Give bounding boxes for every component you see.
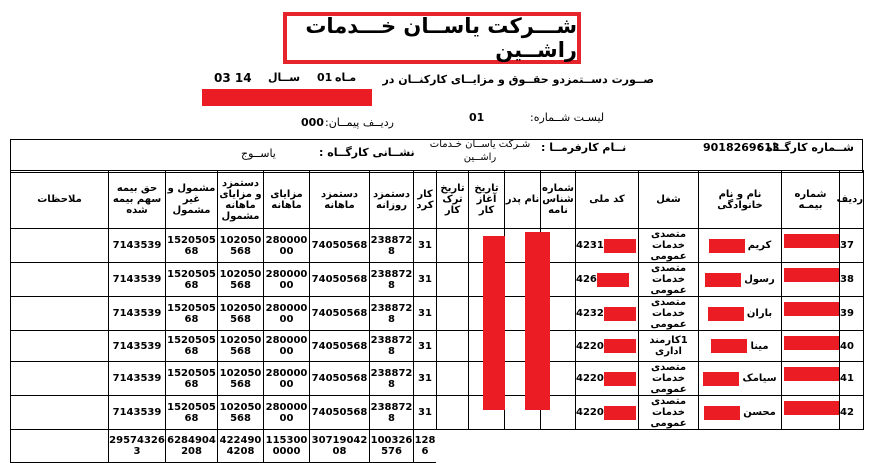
cell-totalcovered: 152050568 xyxy=(166,362,218,396)
address-value: یاســوج xyxy=(241,147,276,160)
table-row xyxy=(11,362,864,396)
cell-row: 41 xyxy=(840,362,864,396)
total-empty-cell xyxy=(699,430,782,463)
cell-monthlybenefits: 28000000 xyxy=(264,331,310,362)
table-row xyxy=(11,297,864,331)
cell-job: متصدی خدمات عمومی xyxy=(639,297,699,331)
cell-dailywage: 2388728 xyxy=(370,229,414,263)
col-row: ردیف xyxy=(840,171,864,229)
redaction-bar xyxy=(604,406,636,420)
col-wage-and-benefits: دستمزد و مزایای ماهانه مشمول xyxy=(218,171,264,229)
cell-monthlybenefits: 28000000 xyxy=(264,362,310,396)
national-code-prefix: 4220 xyxy=(576,373,604,384)
cell-name xyxy=(699,396,782,430)
cell-workdays: 31 xyxy=(414,396,437,430)
cell-dailywage: 2388728 xyxy=(370,396,414,430)
cell-name xyxy=(699,297,782,331)
redaction-bar xyxy=(784,302,839,316)
cell-ins xyxy=(782,396,840,430)
cell-row: 38 xyxy=(840,263,864,297)
cell-notes xyxy=(11,362,109,396)
redaction-bar xyxy=(705,273,741,287)
cell-totalcovered: 152050568 xyxy=(166,263,218,297)
total-empty-cell xyxy=(469,430,505,463)
cell-notes xyxy=(11,229,109,263)
employee-first-name: کریم xyxy=(747,240,772,251)
cell-monthlybenefits: 28000000 xyxy=(264,263,310,297)
cell-monthlywage: 74050568 xyxy=(310,331,370,362)
redaction-bar xyxy=(703,372,739,386)
employee-first-name: سیامک xyxy=(742,373,777,384)
total-monthly-benefits: 1153000000 xyxy=(264,430,310,463)
col-monthly-wage: دستمزد ماهانه xyxy=(310,171,370,229)
cell-insuranceshare: 7143539 xyxy=(109,263,166,297)
redaction-bar xyxy=(711,339,747,353)
cell-monthlywage: 74050568 xyxy=(310,362,370,396)
month-value: 01 xyxy=(317,71,333,84)
redaction-bar xyxy=(604,372,636,386)
employee-first-name: مینا xyxy=(750,340,769,352)
cell-monthlybenefits: 28000000 xyxy=(264,229,310,263)
cell-workdays: 31 xyxy=(414,362,437,396)
cell-totalcovered: 152050568 xyxy=(166,331,218,362)
national-code-prefix: 426 xyxy=(576,274,597,285)
redaction-bar xyxy=(784,336,839,350)
cell-wageand_benefits: 102050568 xyxy=(218,362,264,396)
cell-row: 42 xyxy=(840,396,864,430)
contract-row-value: 000 xyxy=(301,116,324,129)
cell-insuranceshare: 7143539 xyxy=(109,297,166,331)
cell-row: 39 xyxy=(840,297,864,331)
year-value: 14 03 xyxy=(214,71,252,85)
employee-first-name: رسول xyxy=(744,274,775,285)
redaction-bar xyxy=(202,89,372,106)
redaction-bar xyxy=(604,339,636,353)
cell-nationalcode xyxy=(576,297,639,331)
cell-end xyxy=(437,297,469,331)
cell-workdays: 31 xyxy=(414,297,437,331)
cell-notes xyxy=(11,263,109,297)
cell-workdays: 31 xyxy=(414,263,437,297)
total-empty-cell xyxy=(505,430,541,463)
cell-row: 40 xyxy=(840,331,864,362)
cell-end xyxy=(437,362,469,396)
cell-insuranceshare: 7143539 xyxy=(109,396,166,430)
total-empty-cell xyxy=(782,430,840,463)
total-wage-and-benefits: 4224904208 xyxy=(218,430,264,463)
cell-nationalcode xyxy=(576,331,639,362)
cell-monthlywage: 74050568 xyxy=(310,229,370,263)
cell-dailywage: 2388728 xyxy=(370,331,414,362)
employee-first-name: محسن xyxy=(743,407,776,418)
employer-value: شـرکت یاســان خـدمات راشــین xyxy=(429,139,531,163)
total-empty-cell xyxy=(840,430,864,463)
col-daily-wage: دستمزد روزانه xyxy=(370,171,414,229)
col-insurance-no: شماره بیمـه xyxy=(782,171,840,229)
year-label: ســال xyxy=(268,71,301,84)
total-work-days: 1286 xyxy=(414,430,437,463)
table-row xyxy=(11,396,864,430)
col-father: نام پدر xyxy=(505,171,541,229)
workshop-number-value: 9018269613 xyxy=(703,141,780,154)
cell-monthlywage: 74050568 xyxy=(310,263,370,297)
total-empty-cell xyxy=(639,430,699,463)
cell-end xyxy=(437,331,469,362)
redaction-bar xyxy=(784,268,839,282)
table-row xyxy=(11,331,864,362)
redaction-bar xyxy=(784,367,839,381)
company-title: شـــرکت یاســان خـــدمات راشــین xyxy=(283,12,581,64)
redaction-bar xyxy=(604,239,636,253)
col-insurance-share: حق بیمه سهم بیمه شده xyxy=(109,171,166,229)
col-total-covered: مشمول و غیر مشمول xyxy=(166,171,218,229)
cell-ins xyxy=(782,297,840,331)
cell-wageand_benefits: 102050568 xyxy=(218,263,264,297)
cell-insuranceshare: 7143539 xyxy=(109,229,166,263)
cell-wageand_benefits: 102050568 xyxy=(218,229,264,263)
col-monthly-benefits: مزایای ماهانه xyxy=(264,171,310,229)
col-start-date: تاریخ آغاز کار xyxy=(469,171,505,229)
list-number-value: 01 xyxy=(469,111,485,124)
total-empty-cell xyxy=(437,430,469,463)
cell-ins xyxy=(782,229,840,263)
employer-label: نــام کارفرمــا : xyxy=(541,141,627,154)
cell-wageand_benefits: 102050568 xyxy=(218,297,264,331)
redaction-bar xyxy=(483,236,505,410)
cell-end xyxy=(437,396,469,430)
cell-dailywage: 2388728 xyxy=(370,297,414,331)
redaction-bar xyxy=(597,273,629,287)
workshop-info-bar xyxy=(10,139,863,173)
redaction-bar xyxy=(709,239,745,253)
total-daily-wage: 100326576 xyxy=(370,430,414,463)
contract-row-label: ردیــف پیمــان: xyxy=(325,116,394,129)
redaction-bar xyxy=(525,232,550,410)
cell-name xyxy=(699,362,782,396)
cell-job: متصدی خدمات عمومی xyxy=(639,229,699,263)
table-row xyxy=(11,229,864,263)
col-national-code: کد ملی xyxy=(576,171,639,229)
workshop-number-label: شــماره کارگــاه : xyxy=(757,141,854,154)
payroll-table xyxy=(10,170,864,463)
total-empty-cell xyxy=(576,430,639,463)
cell-notes xyxy=(11,297,109,331)
cell-totalcovered: 152050568 xyxy=(166,396,218,430)
national-code-prefix: 4220 xyxy=(576,340,604,352)
cell-nationalcode xyxy=(576,229,639,263)
national-code-prefix: 4232 xyxy=(576,308,604,319)
cell-workdays: 31 xyxy=(414,229,437,263)
col-full-name: نام و نام خانوادگی xyxy=(699,171,782,229)
col-work-days: کار کرد xyxy=(414,171,437,229)
cell-monthlywage: 74050568 xyxy=(310,297,370,331)
cell-job: متصدی خدمات عمومی xyxy=(639,396,699,430)
redaction-bar xyxy=(708,307,744,321)
cell-end xyxy=(437,263,469,297)
redaction-bar xyxy=(604,307,636,321)
cell-name xyxy=(699,229,782,263)
cell-monthlywage: 74050568 xyxy=(310,396,370,430)
table-row xyxy=(11,263,864,297)
total-empty-cell xyxy=(541,430,576,463)
cell-workdays: 31 xyxy=(414,331,437,362)
cell-name xyxy=(699,331,782,362)
cell-end xyxy=(437,229,469,263)
total-monthly-wage: 3071904208 xyxy=(310,430,370,463)
cell-monthlybenefits: 28000000 xyxy=(264,297,310,331)
redaction-bar xyxy=(784,401,839,415)
cell-job: 1کارمند اداری xyxy=(639,331,699,362)
cell-notes xyxy=(11,331,109,362)
employee-first-name: باران xyxy=(746,308,773,319)
total-total-covered: 6284904208 xyxy=(166,430,218,463)
list-number-label: لیسـت شــماره: xyxy=(530,111,605,124)
cell-totalcovered: 152050568 xyxy=(166,297,218,331)
total-insurance-share: 295743263 xyxy=(109,430,166,463)
national-code-prefix: 4231 xyxy=(576,240,604,251)
redaction-bar xyxy=(784,234,839,248)
redaction-bar xyxy=(704,406,740,420)
col-job: شغل xyxy=(639,171,699,229)
month-label: مـاه xyxy=(335,71,357,84)
cell-dailywage: 2388728 xyxy=(370,362,414,396)
cell-row: 37 xyxy=(840,229,864,263)
cell-insuranceshare: 7143539 xyxy=(109,331,166,362)
cell-nationalcode xyxy=(576,263,639,297)
cell-nationalcode xyxy=(576,396,639,430)
cell-totalcovered: 152050568 xyxy=(166,229,218,263)
cell-wageand_benefits: 102050568 xyxy=(218,396,264,430)
totals-row xyxy=(11,430,864,463)
cell-ins xyxy=(782,362,840,396)
cell-nationalcode xyxy=(576,362,639,396)
col-notes: ملاحظات xyxy=(11,171,109,229)
cell-insuranceshare: 7143539 xyxy=(109,362,166,396)
col-id-no: شماره شناس نامه xyxy=(541,171,576,229)
cell-job: متصدی خدمات عمومی xyxy=(639,362,699,396)
total-empty-cell xyxy=(11,430,109,463)
cell-name xyxy=(699,263,782,297)
cell-wageand_benefits: 102050568 xyxy=(218,331,264,362)
cell-ins xyxy=(782,263,840,297)
cell-ins xyxy=(782,331,840,362)
national-code-prefix: 4220 xyxy=(576,407,604,418)
cell-monthlybenefits: 28000000 xyxy=(264,396,310,430)
address-label: نشــانی کارگــاه : xyxy=(319,146,415,159)
report-title: صــورت دســتمزدو حقــوق و مزایــای کارکنــان در xyxy=(382,73,654,86)
cell-notes xyxy=(11,396,109,430)
cell-dailywage: 2388728 xyxy=(370,263,414,297)
cell-job: متصدی خدمات عمومی xyxy=(639,263,699,297)
col-end-date: تاریخ ترک کار xyxy=(437,171,469,229)
